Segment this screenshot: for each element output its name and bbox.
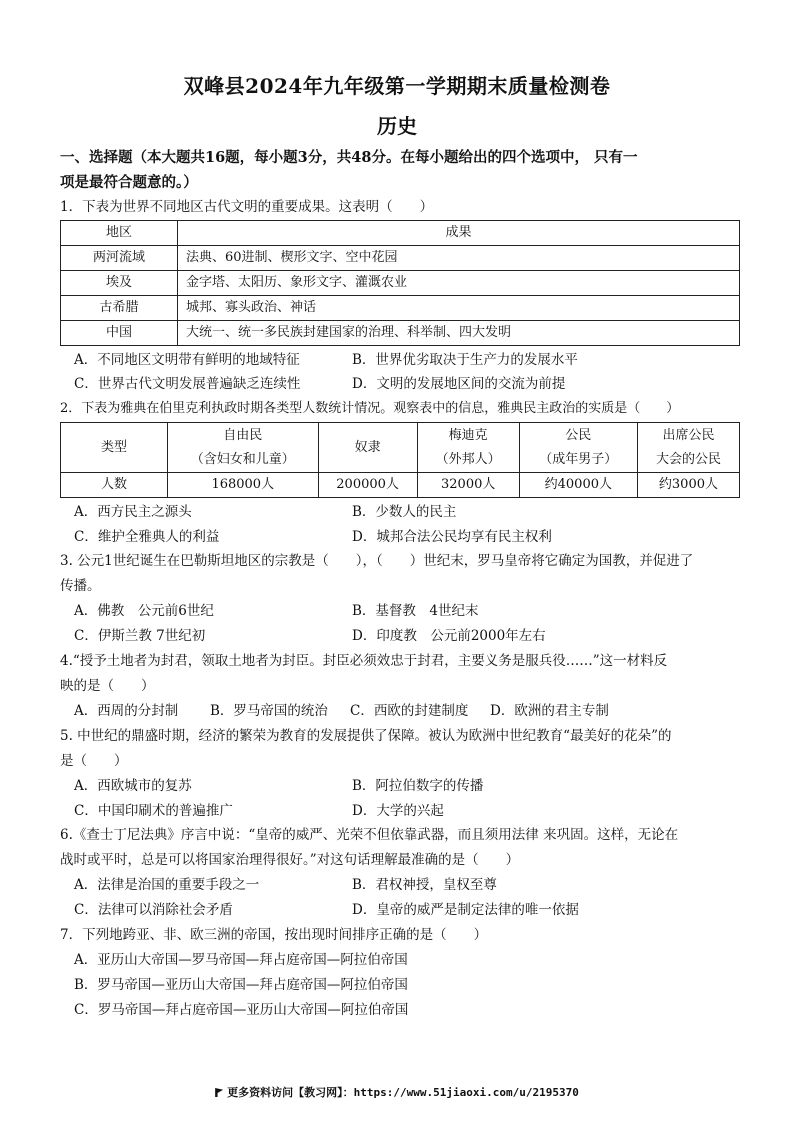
- table-cell: 城邦、寡头政治、神话: [178, 296, 740, 321]
- header-line: 公民: [565, 427, 592, 443]
- q5-option-c: C．中国印刷术的普遍推广: [74, 803, 233, 819]
- q3-option-d: D．印度教 公元前2000年左右: [352, 628, 546, 644]
- exam-title: 双峰县2024年九年级第一学期期末质量检测卷: [183, 74, 611, 98]
- table-header-cell: [519, 423, 637, 473]
- q6-option-c: C．法律可以消除社会矛盾: [74, 902, 233, 918]
- q3-option-a: A．佛教 公元前6世纪: [74, 603, 214, 619]
- exam-subject: 历史: [377, 114, 417, 138]
- q6-stem-line2: 战时或平时，总是可以将国家治理得很好。”对这句话理解最准确的是（ ）: [60, 852, 520, 868]
- q6-option-a: A．法律是治国的重要手段之一: [74, 877, 260, 893]
- q1-option-c: C．世界古代文明发展普遍缺乏连续性: [74, 376, 301, 392]
- table-row: [61, 246, 740, 271]
- header-line: 大会的公民: [655, 451, 721, 467]
- q7-option-c: C．罗马帝国—拜占庭帝国—亚历山大帝国—阿拉伯帝国: [74, 1002, 409, 1018]
- q1-option-a: A．不同地区文明带有鲜明的地域特征: [74, 352, 300, 368]
- q4-stem-line1: 4.“授予土地者为封君，领取土地者为封臣。封臣必须效忠于封君，主要义务是服兵役……”这一材料反: [60, 653, 668, 669]
- footer-text: 更多资料访问【教习网】：https://www.51jiaoxi.com/u/2195370: [227, 1086, 579, 1099]
- table-cell: 200000人: [318, 473, 417, 498]
- table-header-cell: 奴隶: [318, 423, 417, 473]
- q2-stem: 2．下表为雅典在伯里克利执政时期各类型人数统计情况。观察表中的信息，雅典民主政治的实质是（ ）: [60, 401, 680, 416]
- table-cell: 埃及: [61, 271, 178, 296]
- header-line: （含妇女和儿童）: [190, 451, 295, 467]
- table-row: [61, 296, 740, 321]
- table-cell: 法典、60进制、楔形文字、空中花园: [178, 246, 740, 271]
- q3-stem-line2: 传播。: [60, 578, 101, 594]
- q1-stem: 1．下表为世界不同地区古代文明的重要成果。这表明（ ）: [60, 199, 434, 215]
- table-cell: 中国: [61, 321, 178, 346]
- table-header-cell: 类型: [61, 423, 168, 473]
- q3-option-c: C．伊斯兰教 7世纪初: [74, 628, 206, 644]
- q1-option-b: B．世界优劣取决于生产力的发展水平: [352, 352, 578, 368]
- table-row: [61, 221, 740, 246]
- q4-option-c: C．西欧的封建制度: [350, 703, 469, 719]
- table-cell: 人数: [61, 473, 168, 498]
- header-line: （成年男子）: [539, 451, 618, 467]
- header-line: 自由民: [223, 427, 263, 443]
- q6-option-d: D．皇帝的威严是制定法律的唯一依据: [352, 902, 579, 918]
- q3-stem-line1: 3. 公元1世纪诞生在巴勒斯坦地区的宗教是（ ），（ ）世纪末，罗马皇帝将它确定为国教，并促进了: [60, 553, 694, 569]
- q4-option-b: B．罗马帝国的统治: [210, 703, 328, 719]
- q4-stem-line2: 映的是（ ）: [60, 678, 155, 694]
- q5-option-a: A．西欧城市的复苏: [74, 778, 192, 794]
- table-header-cell: [637, 423, 739, 473]
- table-row: [61, 321, 740, 346]
- section-heading-line2: 项是最符合题意的。）: [60, 174, 198, 191]
- q7-stem: 7．下列地跨亚、非、欧三洲的帝国，按出现时间排序正确的是（ ）: [60, 927, 488, 943]
- table-row: [61, 473, 740, 498]
- q1-option-d: D．文明的发展地区间的交流为前提: [352, 376, 566, 392]
- q7-option-b: B．罗马帝国—亚历山大帝国—拜占庭帝国—阿拉伯帝国: [74, 977, 408, 993]
- q7-option-a: A．亚历山大帝国—罗马帝国—拜占庭帝国—阿拉伯帝国: [74, 952, 408, 968]
- q2-table: [60, 422, 740, 498]
- table-cell: 约3000人: [637, 473, 739, 498]
- q2-option-b: B．少数人的民主: [352, 504, 457, 520]
- flag-icon: [215, 1088, 223, 1097]
- q6-stem-line1: 6.《查士丁尼法典》序言中说：“皇帝的威严、光荣不但依靠武器，而且须用法律 来巩固。这样，无论在: [60, 827, 679, 843]
- table-cell: 古希腊: [61, 296, 178, 321]
- q6-option-b: B．君权神授，皇权至尊: [352, 877, 497, 893]
- q5-stem-line1: 5. 中世纪的鼎盛时期，经济的繁荣为教育的发展提供了保障。被认为欧洲中世纪教育“最美好的花朵”的: [60, 728, 672, 744]
- table-cell: 金字塔、太阳历、象形文字、灌溉农业: [178, 271, 740, 296]
- q4-option-a: A．西周的分封制: [74, 703, 179, 719]
- q4-option-d: D．欧洲的君主专制: [490, 703, 609, 719]
- q3-option-b: B．基督教 4世纪末: [352, 603, 479, 619]
- table-cell: 两河流域: [61, 246, 178, 271]
- q2-option-c: C．维护全雅典人的利益: [74, 529, 220, 545]
- header-line: 梅迪克: [448, 427, 488, 443]
- table-cell: 大统一、统一多民族封建国家的治理、科举制、四大发明: [178, 321, 740, 346]
- table-cell: 168000人: [168, 473, 319, 498]
- table-cell: 约40000人: [519, 473, 637, 498]
- table-header-cell: 成果: [178, 221, 740, 246]
- table-row: [61, 423, 740, 473]
- q1-table: [60, 220, 740, 346]
- q5-option-d: D．大学的兴起: [352, 803, 444, 819]
- q5-stem-line2: 是（ ）: [60, 753, 128, 769]
- table-header-cell: [168, 423, 319, 473]
- table-header-cell: [417, 423, 519, 473]
- q2-option-d: D．城邦合法公民均享有民主权利: [352, 529, 552, 545]
- footer-link[interactable]: [0, 1084, 794, 1100]
- table-row: [61, 271, 740, 296]
- table-header-cell: 地区: [61, 221, 178, 246]
- table-cell: 32000人: [417, 473, 519, 498]
- section-heading-line1: 一、选择题（本大题共16题，每小题3分，共48分。在每小题给出的四个选项中， 只有一: [60, 149, 638, 166]
- q2-option-a: A．西方民主之源头: [74, 504, 192, 520]
- header-line: 出席公民: [662, 427, 715, 443]
- q5-option-b: B．阿拉伯数字的传播: [352, 778, 484, 794]
- header-line: （外邦人）: [435, 451, 501, 467]
